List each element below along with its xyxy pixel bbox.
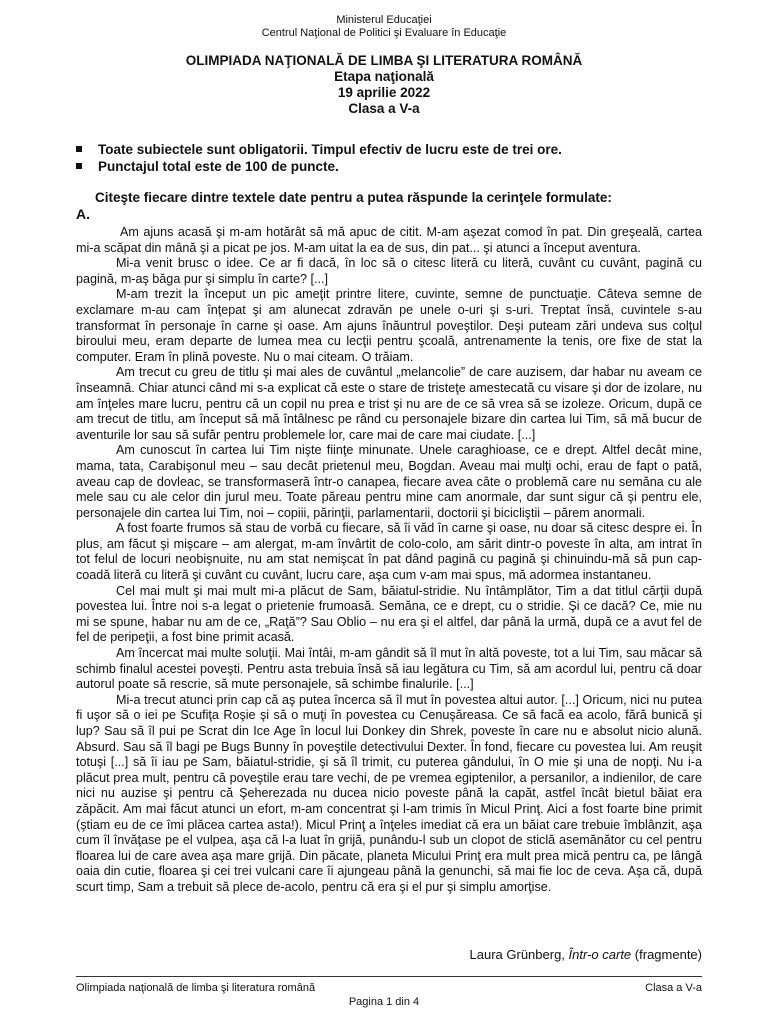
center-name: Centrul Naţional de Politici şi Evaluare în Educaţie bbox=[261, 27, 507, 39]
work-title: Într-o carte bbox=[568, 947, 632, 962]
paragraph: Cel mai mult şi mai mult mi-a plăcut de Sam, băiatul-stridie. Nu întâmplător, Tim a dat titlul cărţii după povestea lui. Între noi s-a legat o prietenie frumoasă. Semăna, ce e drept, cu o stridie. Şi ce dacă? Ce, mie nu mi se spune, habar nu am de ce, „Raţă”? Sau Oblio – nu era şi el altfel, dar până la urmă, după ce a avut fel de fel de peripeţii, a fost bine primit acasă. bbox=[76, 583, 702, 645]
page-number: Pagina 1 din 4 bbox=[348, 996, 420, 1008]
paragraph: Am cunoscut în cartea lui Tim nişte fiinţe minunate. Unele caraghioase, ce e drept. Altfel decât mine, mama, tata, Carabişonul meu – sau decât prietenul meu, Bogdan. Aveau mai mulţi ochi, erau de fapt o pată, aveau cap de dovleac, se transformaseră într-o canapea, fiecare avea câte o problemă care nu semăna cu ale mele sau cu ale celor din jurul meu. Toate păreau pentru mine cam anormale, dar sunt sigur că şi pentru ele, personajele din cartea lui Tim, noi – copiii, părinţii, parlamentarii, doctorii şi bicicliştii – părem anormali. bbox=[76, 443, 702, 520]
paragraph: A fost foarte frumos să stau de vorbă cu fiecare, să îi văd în carne şi oase, nu doar să citesc despre ei. În plus, am făcut şi mişcare – am alergat, m-am învârtit de colo-colo, am sărit dintr-o poveste în alta, am intrat în tot felul de locuri neobişnuite, nu am stat nemişcat în pat dând pagină cu pagină şi chinuindu-mă să pun cap-coadă literă cu literă şi cuvânt cu cuvânt, lucru care, aşa cum v-am mai spus, mă adormea instantaneu. bbox=[76, 521, 702, 583]
paragraph: Am ajuns acasă şi m-am hotărât să mă apuc de citit. M-am aşezat comod în pat. Din greşeală, cartea mi-a scăpat din mână şi a picat pe jos. M-am uitat la ea de sus, din pat... şi atunci a început aventura. bbox=[76, 225, 702, 255]
author-name: Laura Grünberg, bbox=[469, 947, 565, 962]
olympiad-title: OLIMPIADA NAŢIONALĂ DE LIMBA ŞI LITERATURA ROMÂNĂ bbox=[185, 53, 583, 68]
ministry-header bbox=[0, 14, 768, 40]
page-footer bbox=[76, 976, 702, 994]
square-bullet-icon bbox=[76, 146, 82, 152]
footer-left: Olimpiada naţională de limba şi literatura română bbox=[76, 982, 316, 994]
instruction: Citeşte fiecare dintre textele date pentru a putea răspunde la cerinţele formulate: bbox=[95, 190, 612, 205]
exam-date: 19 aprilie 2022 bbox=[337, 85, 431, 100]
excerpt-text bbox=[76, 225, 702, 896]
attribution-note: (fragmente) bbox=[634, 947, 702, 962]
ministry-name: Ministerul Educaţiei bbox=[336, 14, 432, 26]
attribution bbox=[470, 947, 702, 963]
square-bullet-icon bbox=[76, 163, 82, 169]
rule-item bbox=[76, 141, 696, 158]
paragraph: Am trecut cu greu de titlu şi mai ales de cuvântul „melancolie” de care auzisem, dar habar nu aveam ce înseamnă. Chiar atunci când mi s-a explicat că este o stare de tristeţe amestecată cu visare şi dor de izolare, nu am înţeles mare lucru, pentru că un copil nu prea e trist şi nu are de ce să vrea să se izoleze. Oricum, după ce am trecut de titlu, am început să mă întâlnesc pe rând cu personajele bizare din cartea lui Tim, să mă bucur de aventurile lor sau să sufăr pentru problemele lor, care mai de care mai ciudate. [...] bbox=[76, 365, 702, 442]
stage-title: Etapa naţională bbox=[334, 69, 434, 84]
paragraph: Mi-a venit brusc o idee. Ce ar fi dacă, în loc să o citesc literă cu literă, cuvânt cu cuvânt, pagină cu pagină, m-aş băga pur şi simplu în carte? [...] bbox=[76, 256, 702, 286]
section-label: A. bbox=[76, 206, 90, 222]
footer-right: Clasa a V-a bbox=[645, 982, 702, 994]
rule-item bbox=[76, 158, 696, 175]
document-titles bbox=[0, 53, 768, 117]
rules-list bbox=[76, 141, 696, 175]
paragraph: Am încercat mai multe soluţii. Mai întâi, m-am gândit să îl mut în altă poveste, tot a lui Tim, sau măcar să schimb finalul acestei poveşti. Pentru asta trebuia însă să iau legătura cu Tim, să am acordul lui, pentru că doar autorul poate să rescrie, să mute personajele, să schimbe finalurile. [...] bbox=[76, 646, 702, 692]
grade-title: Clasa a V-a bbox=[348, 101, 420, 116]
rule-text: Toate subiectele sunt obligatorii. Timpul efectiv de lucru este de trei ore. bbox=[98, 142, 562, 157]
paragraph: Mi-a trecut atunci prin cap că aş putea încerca să îl mut în povestea altui autor. [...] Oricum, nici nu putea fi uşor să o iei pe Scufiţa Roşie şi să o muţi în povestea cu Cenuşăreasa. Ce să facă ea acolo, fără bunică şi lup? Sau să îl pui pe Scrat din Ice Age în locul lui Donkey din Shrek, poveste în care nu e absolut nicio alună. Absurd. Sau să îl bagi pe Bugs Bunny în poveştile detectivului Dexter. În fond, fiecare cu povestea lui. Am reuşit totuşi [...] să îi iau pe Sam, băiatul-stridie, şi să îl trimit, cu puterea gândului, în O mie şi una de nopţi. Nu i-a plăcut prea mult, pentru că poveştile erau tare vechi, de pe vremea egiptenilor, a persanilor, a indienilor, de care nici nu auzise şi pentru că Şeherezada nu ducea nicio poveste până la capăt, astfel încât bietul băiat era zăpăcit. Am mai făcut atunci un efort, m-am concentrat şi l-am trimis în Micul Prinţ. Aici a fost foarte bine primit (ştiam eu de ce îmi plăcea cartea asta!). Micul Prinţ a înţeles imediat că era un băiat care trebuie îmblânzit, aşa cum îl învăţase pe el vulpea, aşa că l-a luat în grijă, punându-l sub un clopot de sticlă asemănător cu cel pentru floarea lui de care avea aşa mare grijă. Din păcate, planeta Micului Prinţ era mult prea mică pentru ca, pe lângă oaia din cutie, floarea şi cei trei vulcani care îi ajungeau până la genunchi, să mai fie loc de ceva. Aşa că, după scurt timp, Sam a trebuit să plece de-acolo, pentru că era şi el pur şi simplu amorţise. bbox=[76, 692, 702, 894]
rule-text: Punctajul total este de 100 de puncte. bbox=[98, 159, 339, 174]
paragraph: M-am trezit la început un pic ameţit printre litere, cuvinte, semne de punctuaţie. Câteva semne de exclamare m-au cam înţepat şi am alunecat zdravăn pe unele o-uri şi s-uri. Treptat însă, cuvintele s-au transformat în personaje în carne şi oase. Am ajuns înăuntrul poveştilor. Deşi puteam zări undeva sus colţul biroului meu, eram departe de lumea mea cu lecţii pentru şcoală, antrenamente la tenis, ore fixe de stat la computer. Eram în plină poveste. Nu o mai citeam. O trăiam. bbox=[76, 287, 702, 364]
